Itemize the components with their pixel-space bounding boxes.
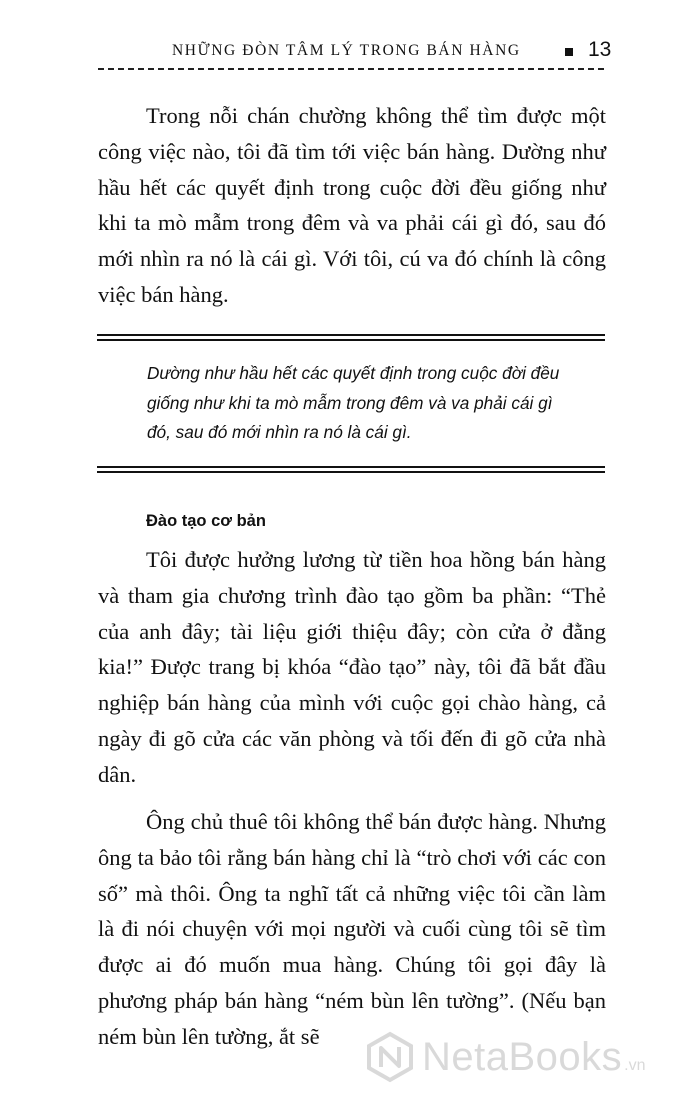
pull-quote-top-rule bbox=[97, 334, 605, 341]
paragraph-1: Trong nỗi chán chường không thể tìm được một công việc nào, tôi đã tìm tới việc bán hàng. Dường như hầu hết các quyết định trong cuộc đời đều giống như khi ta mò mẫm trong đêm và va phải cái gì đó, sau đó mới nhìn ra nó là cái gì. Với tôi, cú va đó chính là công việc bán hàng. bbox=[98, 103, 606, 307]
page-number: 13 bbox=[588, 38, 612, 61]
watermark bbox=[364, 1031, 646, 1083]
paragraph-2: Tôi được hưởng lương từ tiền hoa hồng bán hàng và tham gia chương trình đào tạo gồm ba phần: “Thẻ của anh đây; tài liệu giới thiệu đây; còn cửa ở đằng kia!” Được trang bị khóa “đào tạo” này, tôi đã bắt đầu nghiệp bán hàng của mình với cuộc gọi chào hàng, cả ngày đi gõ cửa các văn phòng và tối đến đi gõ cửa nhà dân. bbox=[98, 547, 606, 787]
watermark-suffix: .vn bbox=[624, 1057, 646, 1074]
pull-quote: Dường như hầu hết các quyết định trong cuộc đời đều giống như khi ta mò mẫm trong đêm và va phải cái gì đó, sau đó mới nhìn ra nó là cái gì. bbox=[147, 363, 560, 442]
header-dashed-divider bbox=[98, 68, 604, 70]
header-square-bullet-icon bbox=[565, 48, 573, 56]
netabooks-logo-icon bbox=[364, 1031, 416, 1083]
running-header bbox=[0, 38, 700, 66]
paragraph-3: Ông chủ thuê tôi không thể bán được hàng. Nhưng ông ta bảo tôi rằng bán hàng chỉ là “trò chơi với các con số” mà thôi. Ông ta nghĩ tất cả những việc tôi cần làm là đi nói chuyện với mọi người và cuối cùng tôi sẽ tìm được ai đó muốn mua hàng. Chúng tôi gọi đây là phương pháp bán hàng “ném bùn lên tường”. (Nếu bạn ném bùn lên tường, ắt sẽ bbox=[98, 809, 606, 1049]
section-heading: Đào tạo cơ bản bbox=[146, 512, 266, 530]
running-header-title: NHỮNG ĐÒN TÂM LÝ TRONG BÁN HÀNG bbox=[172, 42, 521, 59]
watermark-brand: NetaBooks bbox=[422, 1034, 623, 1079]
pull-quote-bottom-rule bbox=[97, 466, 605, 473]
